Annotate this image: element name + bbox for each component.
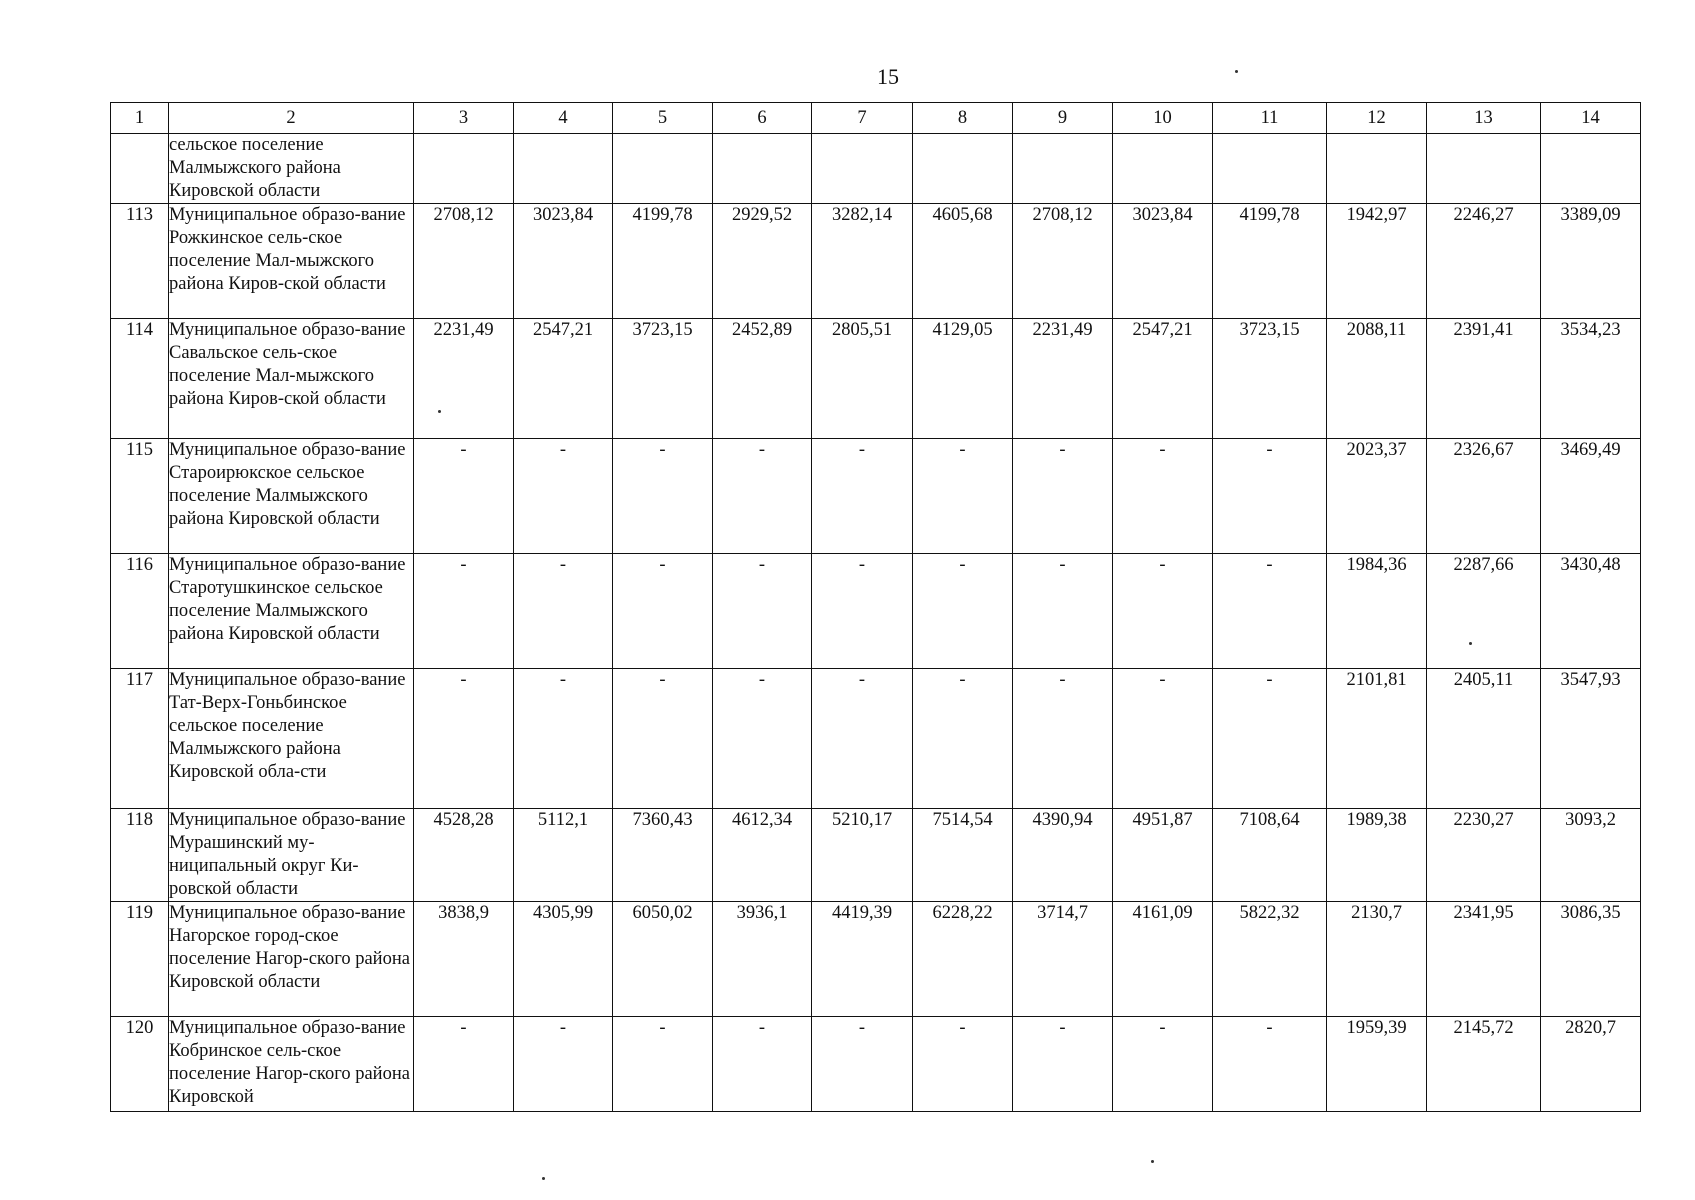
tariff-value-cell: - [1113, 1017, 1213, 1112]
column-header: 1 [111, 103, 169, 134]
column-header: 4 [514, 103, 613, 134]
tariff-value-cell [1113, 134, 1213, 204]
tariff-value-cell: 3086,35 [1541, 902, 1641, 1017]
tariff-value-cell: 1959,39 [1327, 1017, 1427, 1112]
tariff-value-cell: 2820,7 [1541, 1017, 1641, 1112]
tariff-value-cell: 2231,49 [414, 319, 514, 439]
tariff-value-cell: 1942,97 [1327, 204, 1427, 319]
tariff-value-cell: 2023,37 [1327, 439, 1427, 554]
tariff-value-cell: - [1113, 554, 1213, 669]
tariff-value-cell: 4305,99 [514, 902, 613, 1017]
column-header: 5 [613, 103, 713, 134]
table-row [111, 439, 1641, 554]
municipality-name: Муниципальное образо-вание Мурашинский му-ниципальный округ Ки-ровской области [169, 809, 414, 902]
tariff-value-cell: 2547,21 [1113, 319, 1213, 439]
tariff-value-cell: - [514, 554, 613, 669]
tariff-value-cell [1427, 134, 1541, 204]
tariff-value-cell [713, 134, 812, 204]
tariff-value-cell [1541, 134, 1641, 204]
scan-speck [1235, 70, 1238, 73]
table-row [111, 1017, 1641, 1112]
column-number-row [111, 103, 1641, 134]
tariff-value-cell: 1989,38 [1327, 809, 1427, 902]
table-row [111, 134, 1641, 204]
tariff-value-cell: 3936,1 [713, 902, 812, 1017]
page-number: 15 [877, 64, 899, 89]
tariff-value-cell: - [613, 669, 713, 809]
tariff-value-cell [1013, 134, 1113, 204]
tariff-value-cell: 2145,72 [1427, 1017, 1541, 1112]
tariff-value-cell: - [1013, 554, 1113, 669]
tariff-value-cell: 4161,09 [1113, 902, 1213, 1017]
tariff-value-cell: 2452,89 [713, 319, 812, 439]
tariff-value-cell: - [1213, 1017, 1327, 1112]
tariff-value-cell: 3547,93 [1541, 669, 1641, 809]
tariff-value-cell: 3023,84 [1113, 204, 1213, 319]
tariff-value-cell: 2805,51 [812, 319, 913, 439]
scan-speck [1151, 1160, 1154, 1163]
tariff-value-cell: 3430,48 [1541, 554, 1641, 669]
tariff-value-cell: - [414, 439, 514, 554]
tariff-value-cell: 3723,15 [613, 319, 713, 439]
tariff-value-cell: 5112,1 [514, 809, 613, 902]
row-number [111, 134, 169, 204]
tariff-value-cell: - [713, 439, 812, 554]
tariff-value-cell [1213, 134, 1327, 204]
column-header: 12 [1327, 103, 1427, 134]
tariff-value-cell: - [812, 439, 913, 554]
tariff-value-cell: 2341,95 [1427, 902, 1541, 1017]
column-header: 3 [414, 103, 514, 134]
tariff-value-cell: 2230,27 [1427, 809, 1541, 902]
tariff-value-cell: 3282,14 [812, 204, 913, 319]
tariff-value-cell: 2101,81 [1327, 669, 1427, 809]
tariff-value-cell: - [514, 669, 613, 809]
column-header: 10 [1113, 103, 1213, 134]
tariff-value-cell: 2231,49 [1013, 319, 1113, 439]
column-header: 9 [1013, 103, 1113, 134]
tariff-value-cell: 4199,78 [1213, 204, 1327, 319]
tariff-value-cell: - [913, 669, 1013, 809]
tariff-value-cell: - [713, 669, 812, 809]
column-header: 2 [169, 103, 414, 134]
tariff-value-cell: - [913, 439, 1013, 554]
tariff-value-cell [514, 134, 613, 204]
column-header: 8 [913, 103, 1013, 134]
tariff-value-cell: - [1213, 439, 1327, 554]
column-header: 6 [713, 103, 812, 134]
tariff-value-cell: - [1213, 554, 1327, 669]
tariff-value-cell: - [913, 1017, 1013, 1112]
tariff-value-cell: - [812, 669, 913, 809]
row-number: 116 [111, 554, 169, 669]
tariff-value-cell: - [613, 554, 713, 669]
row-number: 120 [111, 1017, 169, 1112]
tariff-value-cell: 3023,84 [514, 204, 613, 319]
tariff-value-cell: - [414, 669, 514, 809]
tariff-value-cell: 3723,15 [1213, 319, 1327, 439]
tariff-value-cell: 2405,11 [1427, 669, 1541, 809]
tariff-value-cell: 1984,36 [1327, 554, 1427, 669]
tariff-value-cell: 3838,9 [414, 902, 514, 1017]
tariff-value-cell [1327, 134, 1427, 204]
tariff-value-cell: - [1013, 1017, 1113, 1112]
tariff-value-cell: 5210,17 [812, 809, 913, 902]
tariff-value-cell: 2287,66 [1427, 554, 1541, 669]
tariff-value-cell: - [913, 554, 1013, 669]
tariff-value-cell: 7108,64 [1213, 809, 1327, 902]
tariff-value-cell: - [1213, 669, 1327, 809]
tariff-value-cell [913, 134, 1013, 204]
tariff-value-cell: - [1113, 439, 1213, 554]
municipality-name: Муниципальное образо-вание Нагорское город-ское поселение Нагор-ского района Кировской области [169, 902, 414, 1017]
tariff-value-cell: 2326,67 [1427, 439, 1541, 554]
table-row [111, 809, 1641, 902]
row-number: 119 [111, 902, 169, 1017]
municipality-name: Муниципальное образо-вание Кобринское сель-ское поселение Нагор-ского района Кировской [169, 1017, 414, 1112]
tariff-value-cell: 6228,22 [913, 902, 1013, 1017]
municipality-name: Муниципальное образо-вание Староирюкское сельское поселение Малмыжского района Кировской области [169, 439, 414, 554]
tariff-table [110, 102, 1641, 1112]
tariff-value-cell: - [414, 554, 514, 669]
scan-speck [1469, 642, 1472, 645]
tariff-value-cell: 2391,41 [1427, 319, 1541, 439]
tariff-value-cell: - [812, 554, 913, 669]
tariff-value-cell: - [713, 554, 812, 669]
tariff-value-cell: 3714,7 [1013, 902, 1113, 1017]
tariff-value-cell: - [514, 1017, 613, 1112]
tariff-value-cell: 4612,34 [713, 809, 812, 902]
tariff-value-cell: 4419,39 [812, 902, 913, 1017]
scan-speck [542, 1177, 545, 1180]
tariff-value-cell [613, 134, 713, 204]
tariff-value-cell: 4199,78 [613, 204, 713, 319]
tariff-value-cell: - [1113, 669, 1213, 809]
tariff-value-cell: 7360,43 [613, 809, 713, 902]
tariff-value-cell: 3469,49 [1541, 439, 1641, 554]
tariff-value-cell: 2929,52 [713, 204, 812, 319]
tariff-value-cell: - [613, 1017, 713, 1112]
municipality-name: Муниципальное образо-вание Савальское сель-ское поселение Мал-мыжского района Киров-ской области [169, 319, 414, 439]
tariff-value-cell: 6050,02 [613, 902, 713, 1017]
tariff-value-cell: 2088,11 [1327, 319, 1427, 439]
tariff-value-cell: 2708,12 [1013, 204, 1113, 319]
row-number: 114 [111, 319, 169, 439]
tariff-value-cell: - [812, 1017, 913, 1112]
row-number: 118 [111, 809, 169, 902]
tariff-value-cell: - [1013, 439, 1113, 554]
table-row [111, 669, 1641, 809]
tariff-value-cell: - [613, 439, 713, 554]
tariff-value-cell: - [713, 1017, 812, 1112]
tariff-value-cell: 2547,21 [514, 319, 613, 439]
tariff-value-cell: 4951,87 [1113, 809, 1213, 902]
tariff-value-cell [812, 134, 913, 204]
tariff-value-cell: - [414, 1017, 514, 1112]
table-row [111, 319, 1641, 439]
tariff-value-cell: 3389,09 [1541, 204, 1641, 319]
tariff-value-cell: 4129,05 [913, 319, 1013, 439]
tariff-value-cell: 4605,68 [913, 204, 1013, 319]
row-number: 113 [111, 204, 169, 319]
tariff-value-cell: 4390,94 [1013, 809, 1113, 902]
row-number: 115 [111, 439, 169, 554]
tariff-value-cell: - [1013, 669, 1113, 809]
municipality-name: Муниципальное образо-вание Старотушкинское сельское поселение Малмыжского района Кировской области [169, 554, 414, 669]
tariff-value-cell: 7514,54 [913, 809, 1013, 902]
column-header: 7 [812, 103, 913, 134]
tariff-value-cell: 5822,32 [1213, 902, 1327, 1017]
column-header: 13 [1427, 103, 1541, 134]
column-header: 11 [1213, 103, 1327, 134]
scan-speck [438, 410, 441, 413]
row-number: 117 [111, 669, 169, 809]
municipality-name: Муниципальное образо-вание Рожкинское сель-ское поселение Мал-мыжского района Киров-ской области [169, 204, 414, 319]
municipality-name: Муниципальное образо-вание Тат-Верх-Гоньбинское сельское поселение Малмыжского района Кировской обла-сти [169, 669, 414, 809]
tariff-value-cell: 2246,27 [1427, 204, 1541, 319]
tariff-value-cell [414, 134, 514, 204]
column-header: 14 [1541, 103, 1641, 134]
table-row [111, 902, 1641, 1017]
tariff-value-cell: - [514, 439, 613, 554]
tariff-value-cell: 4528,28 [414, 809, 514, 902]
tariff-value-cell: 3093,2 [1541, 809, 1641, 902]
tariff-value-cell: 2708,12 [414, 204, 514, 319]
municipality-name: сельское поселение Малмыжского района Кировской области [169, 134, 414, 204]
tariff-value-cell: 2130,7 [1327, 902, 1427, 1017]
table-row [111, 554, 1641, 669]
table-row [111, 204, 1641, 319]
tariff-value-cell: 3534,23 [1541, 319, 1641, 439]
